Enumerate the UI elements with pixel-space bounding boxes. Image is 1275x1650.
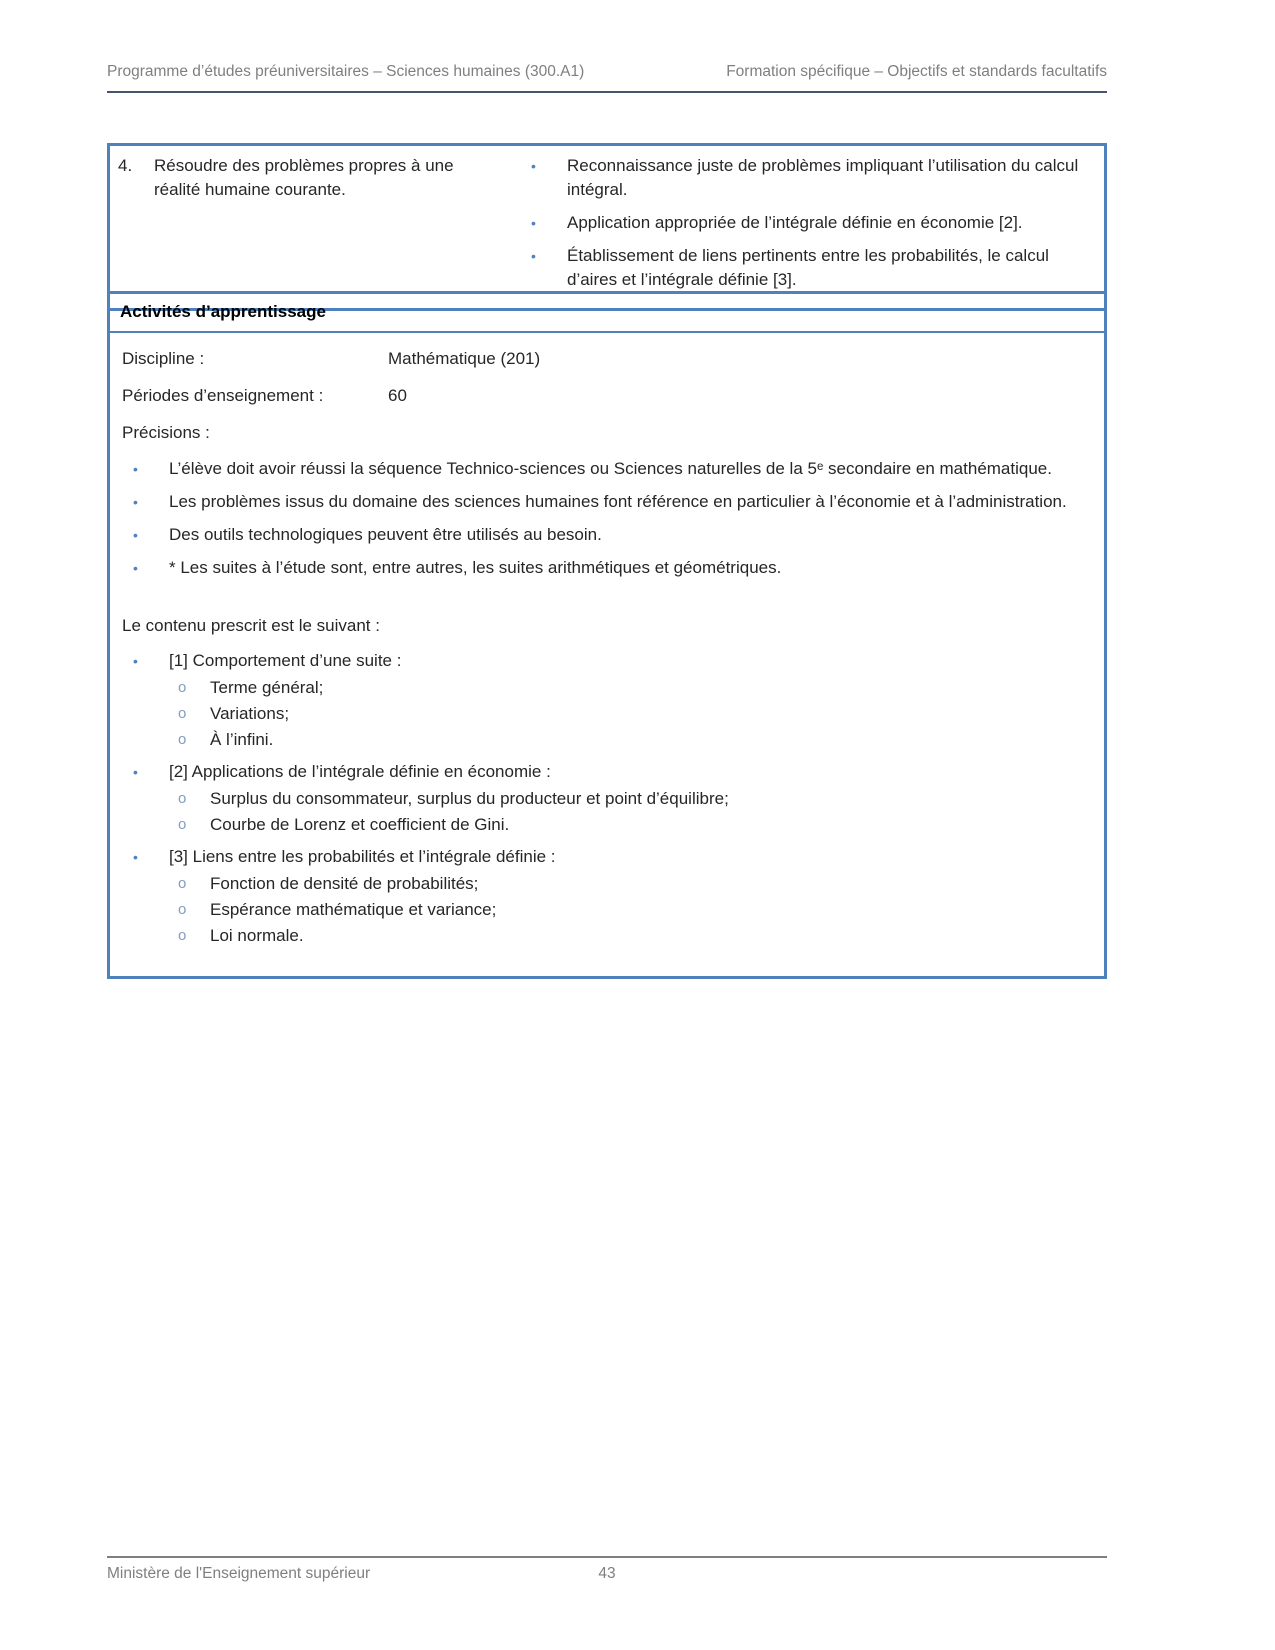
precision-text: Les problèmes issus du domaine des sciences humaines font référence en particulier à l’économie et à l’administration. [169,492,1067,511]
bullet-icon: • [531,248,536,264]
contenu-item-label: [2] Applications de l’intégrale définie en économie : [169,762,551,781]
contenu-sub-item [122,787,1090,811]
contenu-item-label: [3] Liens entre les probabilités et l’intégrale définie : [169,847,556,866]
contenu-sub-text: Surplus du consommateur, surplus du producteur et point d’équilibre; [210,789,729,808]
precision-text: Des outils technologiques peuvent être utilisés au besoin. [169,525,602,544]
contenu-sub-text: Espérance mathématique et variance; [210,900,497,919]
bullet-icon: • [133,653,138,669]
objective-standards-table [107,143,1107,311]
contenu-item-label-row [122,760,1090,784]
contenu-sub-text: À l’infini. [210,730,274,749]
bullet-icon: • [133,764,138,780]
contenu-item-label-row [122,649,1090,673]
section-body [110,333,1104,976]
header-left-text: Programme d’études préuniversitaires – Sciences humaines (300.A1) [107,63,585,80]
footer-ministry-text: Ministère de l'Enseignement supérieur [107,1565,371,1582]
circle-bullet-icon: o [178,816,187,833]
circle-bullet-icon: o [178,875,187,892]
precision-item [122,490,1090,514]
bullet-icon: • [531,158,536,174]
header-right-text: Formation spécifique – Objectifs et standards facultatifs [726,63,1107,80]
contenu-sub-item [122,676,1090,700]
standard-text: Établissement de liens pertinents entre les probabilités, le calcul d’aires et l’intégrale définie [3]. [567,246,1049,289]
circle-bullet-icon: o [178,927,187,944]
contenu-sub-text: Fonction de densité de probabilités; [210,874,479,893]
contenu-sub-item [122,813,1090,837]
bullet-icon: • [133,461,138,477]
standard-text: Application appropriée de l’intégrale définie en économie [2]. [567,213,1023,232]
standard-item [520,211,1094,235]
contenu-item [122,845,1090,948]
objective-cell [110,146,520,308]
contenu-sub-item [122,728,1090,752]
objective-text: Résoudre des problèmes propres à une réalité humaine courante. [154,156,454,199]
precision-text: L’élève doit avoir réussi la séquence Technico-sciences ou Sciences naturelles de la 5ᵉ secondaire en mathématique. [169,459,1052,478]
periods-label: Périodes d’enseignement : [122,386,324,405]
discipline-label: Discipline : [122,349,205,368]
discipline-value: Mathématique (201) [388,349,541,368]
section-title: Activités d’apprentissage [110,294,1104,333]
contenu-sub-item [122,898,1090,922]
contenu-intro: Le contenu prescrit est le suivant : [122,616,380,635]
standards-cell [520,146,1104,308]
precision-item [122,457,1090,481]
standard-item [520,244,1094,292]
discipline-row [122,347,1090,371]
precision-item [122,523,1090,547]
page-footer [107,1556,1107,1584]
contenu-sub-text: Courbe de Lorenz et coefficient de Gini. [210,815,510,834]
contenu-sub-item [122,924,1090,948]
precisions-label: Précisions : [122,423,210,442]
circle-bullet-icon: o [178,679,187,696]
contenu-sub-text: Terme général; [210,678,324,697]
contenu-sub-text: Variations; [210,704,290,723]
periods-value: 60 [388,386,407,405]
contenu-item [122,649,1090,752]
bullet-icon: • [133,527,138,543]
contenu-sub-text: Loi normale. [210,926,304,945]
standard-item [520,154,1094,202]
precision-item [122,556,1090,580]
contenu-item [122,760,1090,837]
circle-bullet-icon: o [178,731,187,748]
bullet-icon: • [133,849,138,865]
circle-bullet-icon: o [178,901,187,918]
circle-bullet-icon: o [178,790,187,807]
bullet-icon: • [133,560,138,576]
page-number: 43 [598,1565,616,1582]
contenu-sub-item [122,702,1090,726]
circle-bullet-icon: o [178,705,187,722]
page-header [107,62,1107,93]
standard-text: Reconnaissance juste de problèmes impliquant l’utilisation du calcul intégral. [567,156,1079,199]
contenu-item-label-row [122,845,1090,869]
bullet-icon: • [133,494,138,510]
precision-text: * Les suites à l’étude sont, entre autres, les suites arithmétiques et géométriques. [169,558,782,577]
bullet-icon: • [531,215,536,231]
learning-activities-box [107,291,1107,979]
contenu-sub-item [122,872,1090,896]
contenu-item-label: [1] Comportement d’une suite : [169,651,402,670]
periods-row [122,384,1090,408]
objective-number: 4. [118,156,133,175]
